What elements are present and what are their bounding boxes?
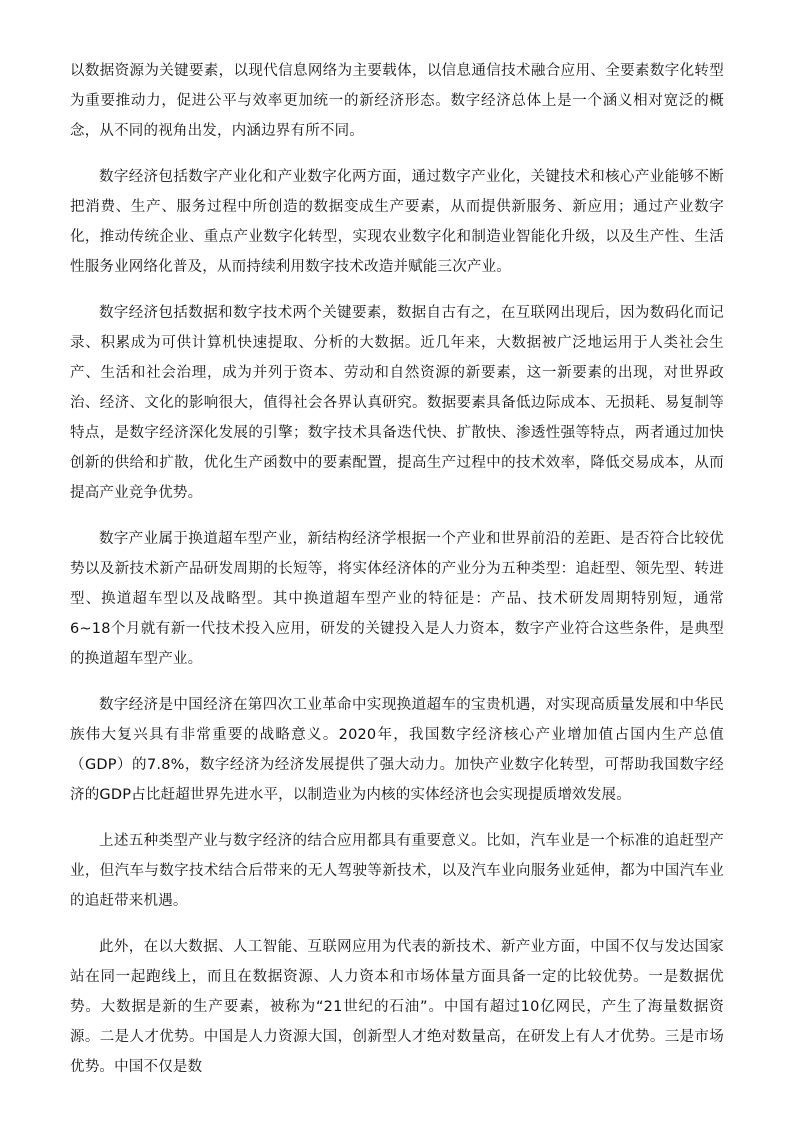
paragraph-7: 此外，在以大数据、人工智能、互联网应用为代表的新技术、新产业方面，中国不仅与发达国家站在同一起跑线上，而且在数据资源、人力资本和市场体量方面具备一定的比较优势。一是数据优势。大数据是新的生产要素，被称为“21世纪的石油”。中国有超过10亿网民，产生了海量数据资源。二是人才优势。中国是人力资源大国，创新型人才绝对数量高，在研发上有人才优势。三是市场优势。中国不仅是数	[70, 939, 724, 1075]
paragraph-6: 上述五种类型产业与数字经济的结合应用都具有重要意义。比如，汽车业是一个标准的追赶型产业，但汽车与数字技术结合后带来的无人驾驶等新技术，以及汽车业向服务业延伸，都为中国汽车业的追赶带来机遇。	[70, 833, 724, 909]
paragraph-1: 以数据资源为关键要素，以现代信息网络为主要载体，以信息通信技术融合应用、全要素数字化转型为重要推动力，促进公平与效率更加统一的新经济形态。数字经济总体上是一个涵义相对宽泛的概念，从不同的视角出发，内涵边界有所不同。	[70, 63, 724, 139]
paragraph-2: 数字经济包括数字产业化和产业数字化两方面，通过数字产业化，关键技术和核心产业能够不断把消费、生产、服务过程中所创造的数据变成生产要素，从而提供新服务、新应用；通过产业数字化，推动传统企业、重点产业数字化转型，实现农业数字化和制造业智能化升级，以及生产性、生活性服务业网络化普及，从而持续利用数字技术改造并赋能三次产业。	[70, 169, 724, 275]
document-page	[70, 56, 724, 1098]
paragraph-4: 数字产业属于换道超车型产业，新结构经济学根据一个产业和世界前沿的差距、是否符合比较优势以及新技术新产品研发周期的长短等，将实体经济体的产业分为五种类型：追赶型、领先型、转进型、换道超车型以及战略型。其中换道超车型产业的特征是：产品、技术研发周期特别短，通常6~18个月就有新一代技术投入应用，研发的关键投入是人力资本，数字产业符合这些条件，是典型的换道超车型产业。	[70, 531, 724, 667]
paragraph-5: 数字经济是中国经济在第四次工业革命中实现换道超车的宝贵机遇，对实现高质量发展和中华民族伟大复兴具有非常重要的战略意义。2020年，我国数字经济核心产业增加值占国内生产总值（GDP）的7.8%，数字经济为经济发展提供了强大动力。加快产业数字化转型，可帮助我国数字经济的GDP占比赶超世界先进水平，以制造业为内核的实体经济也会实现提质增效发展。	[70, 697, 724, 803]
paragraph-3: 数字经济包括数据和数字技术两个关键要素，数据自古有之，在互联网出现后，因为数码化而记录、积累成为可供计算机快速提取、分析的大数据。近几年来，大数据被广泛地运用于人类社会生产、生活和社会治理，成为并列于资本、劳动和自然资源的新要素，这一新要素的出现，对世界政治、经济、文化的影响很大，值得社会各界认真研究。数据要素具备低边际成本、无损耗、易复制等特点，是数字经济深化发展的引擎；数字技术具备迭代快、扩散快、渗透性强等特点，两者通过加快创新的供给和扩散，优化生产函数中的要素配置，提高生产过程中的技术效率，降低交易成本，从而提高产业竞争优势。	[70, 305, 724, 501]
